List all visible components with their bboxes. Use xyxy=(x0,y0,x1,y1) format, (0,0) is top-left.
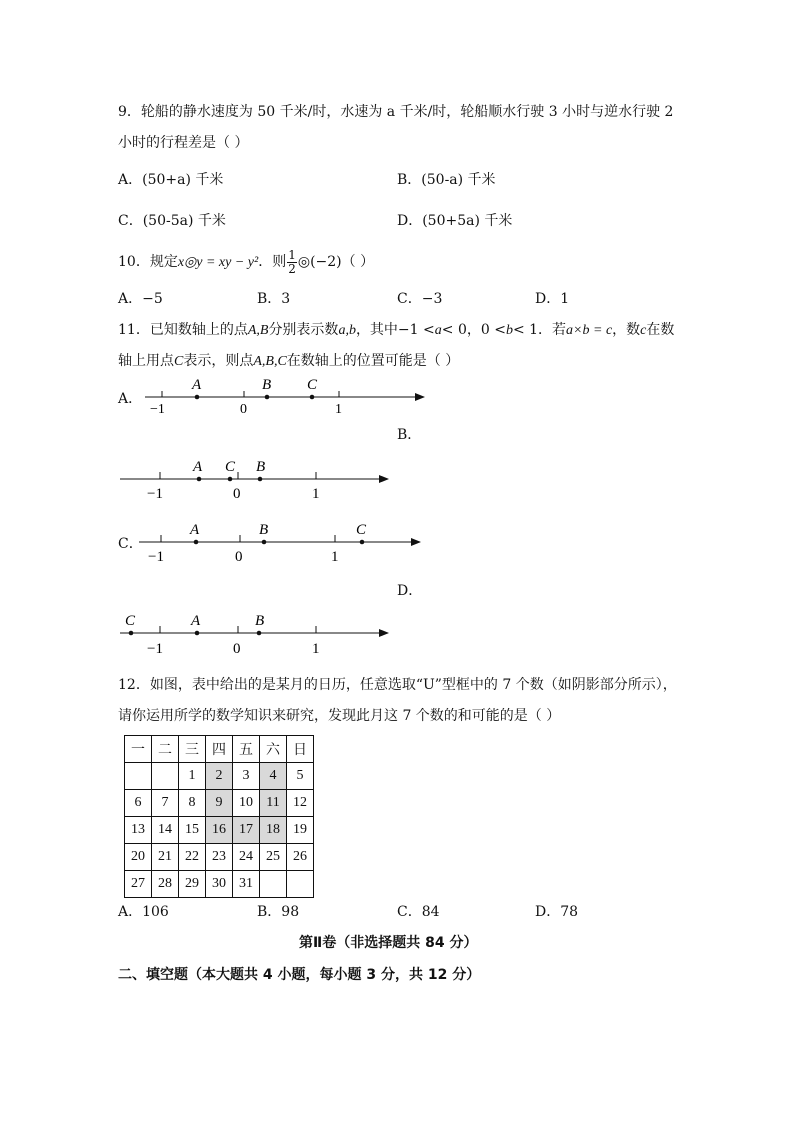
q11-line1 xyxy=(118,323,674,338)
calendar-cell: 30 xyxy=(206,871,233,898)
tick-label: −1 xyxy=(147,641,163,657)
point-label: C xyxy=(125,613,136,629)
q11-text: ，数 xyxy=(612,322,641,338)
point-label: A xyxy=(191,613,201,629)
point-label: A xyxy=(193,459,203,475)
q10-mid: ．则 xyxy=(258,254,287,271)
calendar-cell xyxy=(125,763,152,790)
point-label: C xyxy=(356,522,367,538)
section-2-title: 第Ⅱ卷（非选择题共 84 分） xyxy=(299,935,478,951)
number-line-d xyxy=(120,613,388,657)
point-dot xyxy=(197,477,202,482)
tick-label: −1 xyxy=(150,402,165,417)
calendar-cell: 2 xyxy=(206,763,233,790)
q11-math: a xyxy=(434,323,442,338)
weekday-header: 四 xyxy=(206,736,233,763)
q11-text: 轴上用点 xyxy=(118,353,174,369)
q11-option-c-label: C． xyxy=(118,536,143,552)
calendar-cell: 3 xyxy=(233,763,260,790)
q9-option-a: A．(50+a) 千米 xyxy=(118,172,224,188)
point-dot xyxy=(257,631,262,636)
q10-stem xyxy=(118,249,374,275)
part-2-heading: 二、填空题（本大题共 4 小题，每小题 3 分，共 12 分） xyxy=(118,967,481,983)
q10-definition: x◎y = xy − y² xyxy=(177,255,259,271)
calendar-cell: 28 xyxy=(152,871,179,898)
q11-option-b-label: B． xyxy=(397,427,422,443)
q12-option-d: D．78 xyxy=(535,904,579,920)
tick-label: 0 xyxy=(233,486,241,502)
q10-fraction-denominator: 2 xyxy=(288,261,296,276)
point-dot xyxy=(228,477,233,482)
point-label: B xyxy=(259,522,269,538)
calendar-row xyxy=(125,763,314,790)
calendar-cell xyxy=(152,763,179,790)
tick-label: −1 xyxy=(147,486,163,502)
calendar-cell: 19 xyxy=(287,817,314,844)
calendar-cell: 4 xyxy=(260,763,287,790)
q10-option-c: C．−3 xyxy=(397,291,443,307)
point-dot xyxy=(194,540,199,545)
calendar-cell: 16 xyxy=(206,817,233,844)
point-dot xyxy=(195,395,200,400)
calendar-cell: 7 xyxy=(152,790,179,817)
q12-option-a: A．106 xyxy=(118,904,169,920)
calendar-cell: 9 xyxy=(206,790,233,817)
q11-text: 在数轴上的位置可能是（ ） xyxy=(286,353,460,369)
calendar-cell: 11 xyxy=(260,790,287,817)
point-label: C xyxy=(307,377,318,393)
calendar-cell: 12 xyxy=(287,790,314,817)
tick-label: 1 xyxy=(312,486,320,502)
number-line-b xyxy=(120,459,388,502)
q11-math: c xyxy=(640,323,647,338)
q9-option-c: C．(50-5a) 千米 xyxy=(118,213,226,229)
calendar-cell: 8 xyxy=(179,790,206,817)
point-label: B xyxy=(255,613,265,629)
q11-option-a-label: A． xyxy=(118,391,143,407)
point-label: B xyxy=(262,377,272,393)
calendar-cell: 22 xyxy=(179,844,206,871)
calendar-cell: 10 xyxy=(233,790,260,817)
tick-label: −1 xyxy=(148,549,164,565)
q10-prefix: 10．规定 xyxy=(118,254,178,271)
calendar-header-row xyxy=(125,736,314,763)
point-label: A xyxy=(190,522,200,538)
q10-fraction xyxy=(287,249,297,275)
calendar-cell: 27 xyxy=(125,871,152,898)
q9-line2: 小时的行程差是（ ） xyxy=(118,135,249,151)
q11-text: 11．已知数轴上的点 xyxy=(118,322,248,338)
q12-line1: 12．如图，表中给出的是某月的日历，任意选取“U”型框中的 7 个数（如阴影部分所示）， xyxy=(118,677,677,693)
calendar-cell: 25 xyxy=(260,844,287,871)
q10-fraction-numerator: 1 xyxy=(288,248,296,262)
q11-math: C xyxy=(174,354,184,369)
weekday-header: 一 xyxy=(125,736,152,763)
q11-math: a,b xyxy=(338,323,356,338)
number-line-c xyxy=(139,522,420,565)
point-dot xyxy=(195,631,200,636)
calendar-cell: 17 xyxy=(233,817,260,844)
calendar-row xyxy=(125,790,314,817)
calendar-table xyxy=(124,735,314,898)
point-dot xyxy=(129,631,134,636)
calendar-cell: 31 xyxy=(233,871,260,898)
point-label: C xyxy=(225,459,236,475)
calendar-cell: 18 xyxy=(260,817,287,844)
q11-text: ，其中−1 < xyxy=(355,322,435,338)
q11-option-d-label: D． xyxy=(397,583,423,599)
point-label: A xyxy=(192,377,202,393)
q12-option-c: C．84 xyxy=(397,904,440,920)
calendar-cell: 21 xyxy=(152,844,179,871)
calendar-cell: 24 xyxy=(233,844,260,871)
point-dot xyxy=(262,540,267,545)
calendar-cell: 15 xyxy=(179,817,206,844)
tick-label: 0 xyxy=(233,641,241,657)
q11-text: < 1．若 xyxy=(512,322,567,338)
point-label: B xyxy=(256,459,266,475)
tick-label: 1 xyxy=(312,641,320,657)
q11-math: a×b = c xyxy=(566,323,613,338)
calendar-cell: 23 xyxy=(206,844,233,871)
q9-line1: 9．轮船的静水速度为 50 千米/时，水速为 a 千米/时，轮船顺水行驶 3 小时与逆水行驶 2 xyxy=(118,104,674,120)
q11-math: b xyxy=(505,323,513,338)
q11-text: 分别表示数 xyxy=(268,322,339,338)
tick-label: 1 xyxy=(335,402,342,417)
calendar-row xyxy=(125,871,314,898)
q11-math: A,B,C xyxy=(253,354,287,369)
weekday-header: 三 xyxy=(179,736,206,763)
point-dot xyxy=(258,477,263,482)
q11-text: 在数 xyxy=(646,322,675,338)
calendar-cell: 13 xyxy=(125,817,152,844)
q10-expression-tail: ◎(−2)（ ） xyxy=(297,254,375,271)
number-line-a xyxy=(145,377,424,417)
tick-label: 1 xyxy=(331,549,339,565)
point-dot xyxy=(265,395,270,400)
calendar-cell: 20 xyxy=(125,844,152,871)
weekday-header: 五 xyxy=(233,736,260,763)
point-dot xyxy=(310,395,315,400)
calendar-cell xyxy=(287,871,314,898)
calendar-cell: 14 xyxy=(152,817,179,844)
weekday-header: 六 xyxy=(260,736,287,763)
calendar-cell: 6 xyxy=(125,790,152,817)
point-dot xyxy=(360,540,365,545)
q9-option-b: B．(50-a) 千米 xyxy=(397,172,496,188)
q12-option-b: B．98 xyxy=(257,904,300,920)
calendar-row xyxy=(125,817,314,844)
q10-option-d: D．1 xyxy=(535,291,570,307)
q11-line2 xyxy=(118,354,459,369)
tick-label: 0 xyxy=(235,549,243,565)
q12-line2: 请你运用所学的数学知识来研究，发现此月这 7 个数的和可能的是（ ） xyxy=(118,708,561,724)
q10-option-a: A．−5 xyxy=(118,291,163,307)
calendar-cell: 5 xyxy=(287,763,314,790)
calendar-cell: 26 xyxy=(287,844,314,871)
weekday-header: 二 xyxy=(152,736,179,763)
calendar-cell xyxy=(260,871,287,898)
calendar-row xyxy=(125,844,314,871)
calendar-cell: 29 xyxy=(179,871,206,898)
q10-option-b: B．3 xyxy=(257,291,291,307)
calendar-cell: 1 xyxy=(179,763,206,790)
tick-label: 0 xyxy=(240,402,247,417)
q11-math: A,B xyxy=(247,323,269,338)
q9-option-d: D．(50+5a) 千米 xyxy=(397,213,513,229)
weekday-header: 日 xyxy=(287,736,314,763)
q11-text: 表示，则点 xyxy=(183,353,254,369)
q11-text: < 0，0 < xyxy=(441,322,506,338)
